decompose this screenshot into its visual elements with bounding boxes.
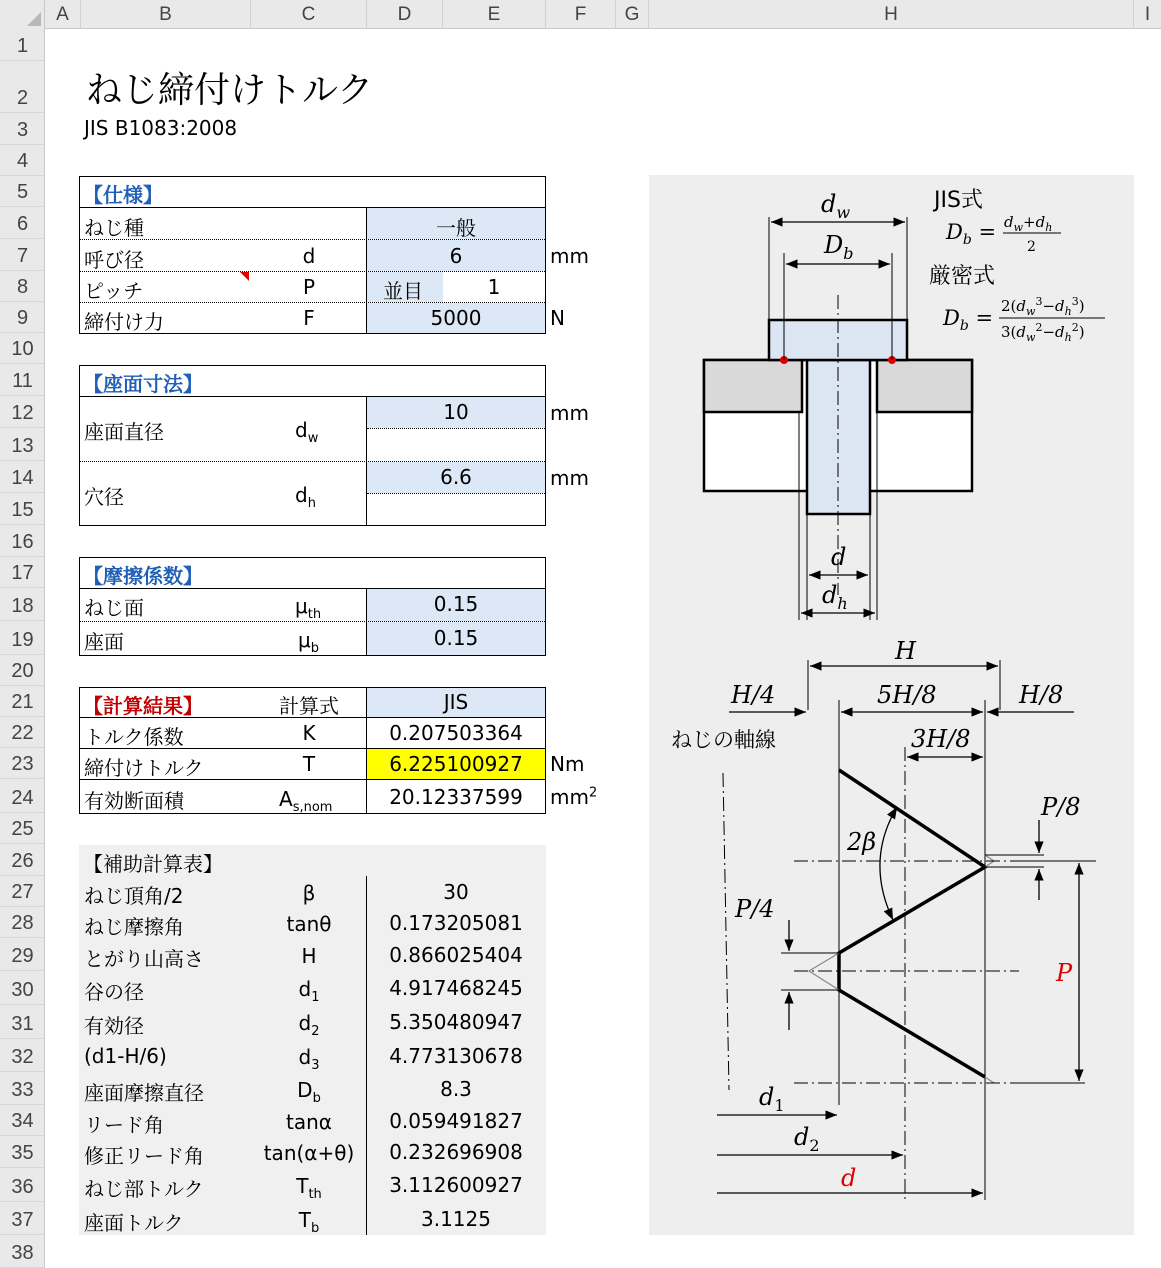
- formula-select[interactable]: JIS: [443, 690, 469, 714]
- H-dim-label: H: [895, 637, 916, 665]
- as-value: 20.12337599: [389, 785, 523, 809]
- dh-label: 穴径: [84, 485, 124, 509]
- aux-row-value: 4.773130678: [389, 1044, 523, 1068]
- row-header-31[interactable]: 31: [0, 1005, 45, 1039]
- aux-row-value: 3.112600927: [389, 1173, 523, 1197]
- d-major-dim-label: d: [841, 1164, 857, 1192]
- column-header-bar: [0, 0, 1161, 29]
- row-header-28[interactable]: 28: [0, 907, 45, 938]
- screw-diagram: [649, 175, 1134, 1235]
- as-symbol: $A_{s,nom}$: [279, 787, 333, 815]
- row-header-30[interactable]: 30: [0, 971, 45, 1005]
- aux-row-symbol: $d_3$: [298, 1045, 320, 1073]
- row-header-35[interactable]: 35: [0, 1136, 45, 1168]
- torque-symbol: T: [302, 752, 316, 776]
- d-dim-label: d: [831, 543, 847, 571]
- row-header-20[interactable]: 20: [0, 655, 45, 686]
- row-header-22[interactable]: 22: [0, 717, 45, 748]
- row-header-18[interactable]: 18: [0, 588, 45, 621]
- mu-th-symbol: $\mu_{th}$: [295, 594, 322, 622]
- row-header-37[interactable]: 37: [0, 1202, 45, 1235]
- row-header-17[interactable]: 17: [0, 557, 45, 588]
- divider: [80, 302, 545, 303]
- aux-row-value: 5.350480947: [389, 1010, 523, 1034]
- dw-label: 座面直径: [84, 420, 164, 444]
- force-label: 締付け力: [84, 310, 164, 334]
- column-header-h[interactable]: H: [649, 0, 1134, 29]
- strict-formula-label: 厳密式: [929, 264, 996, 289]
- aux-row-symbol: $d_1$: [298, 977, 320, 1005]
- aux-row-label: 有効径: [84, 1014, 144, 1038]
- aux-row-value: 0.866025404: [389, 943, 523, 967]
- force-unit: N: [550, 306, 565, 330]
- row-header-7[interactable]: 7: [0, 239, 45, 271]
- H4-dim-label: H/4: [731, 681, 776, 709]
- 5H8-dim-label: 5H/8: [877, 681, 937, 709]
- row-header-36[interactable]: 36: [0, 1168, 45, 1202]
- k-value: 0.207503364: [389, 721, 523, 745]
- page-title: ねじ締付けトルク: [86, 70, 374, 111]
- screw-type-label: ねじ種: [84, 216, 144, 240]
- row-header-27[interactable]: 27: [0, 876, 45, 907]
- formula-label: 計算式: [279, 694, 339, 718]
- d2-dim-label: $d_2$: [794, 1123, 820, 1155]
- aux-row-value: 8.3: [440, 1077, 472, 1101]
- row-header-24[interactable]: 24: [0, 779, 45, 813]
- column-header-a[interactable]: A: [45, 0, 81, 29]
- strict-formula: $D_b$ =: [943, 306, 994, 334]
- column-header-i[interactable]: I: [1144, 4, 1151, 25]
- row-header-3[interactable]: 3: [0, 113, 45, 145]
- column-header-g[interactable]: G: [616, 0, 649, 29]
- aux-row-value: 4.917468245: [389, 976, 523, 1000]
- d1-dim-label: $d_1$: [759, 1083, 785, 1115]
- row-header-38[interactable]: 38: [0, 1235, 45, 1268]
- pitch-type-select[interactable]: 並目: [383, 279, 423, 303]
- seat-header: 【座面寸法】: [83, 372, 203, 396]
- standard-label: JIS B1083:2008: [84, 116, 238, 140]
- dw-unit: mm: [550, 401, 589, 425]
- aux-row-symbol: tanα: [286, 1110, 332, 1134]
- 2beta-label: 2β: [847, 828, 877, 856]
- screw-type-select[interactable]: 一般: [436, 216, 476, 240]
- aux-row-label: 修正リード角: [84, 1144, 204, 1168]
- pitch-symbol: P: [302, 275, 316, 299]
- row-header-19[interactable]: 19: [0, 621, 45, 655]
- dh-input[interactable]: 6.6: [440, 465, 472, 489]
- row-header-13[interactable]: 13: [0, 428, 45, 461]
- divider: [367, 493, 545, 494]
- torque-unit: Nm: [550, 752, 585, 776]
- aux-row-label: 谷の径: [84, 980, 144, 1004]
- Db-dim-label: $D_b$: [824, 231, 854, 263]
- row-header-23[interactable]: 23: [0, 748, 45, 779]
- row-header-12[interactable]: 12: [0, 396, 45, 428]
- axis-label: ねじの軸線: [671, 728, 776, 752]
- aux-row-symbol: tanθ: [286, 912, 332, 936]
- as-label: 有効断面積: [84, 789, 184, 813]
- row-header-32[interactable]: 32: [0, 1039, 45, 1072]
- divider: [367, 428, 545, 429]
- aux-row-symbol: $T_{th}$: [296, 1174, 322, 1202]
- mu-th-input[interactable]: 0.15: [433, 592, 479, 616]
- column-header-b[interactable]: B: [81, 0, 251, 29]
- aux-row-symbol: $T_b$: [298, 1208, 320, 1236]
- comment-indicator[interactable]: [240, 272, 249, 281]
- aux-row-value: 3.1125: [421, 1207, 491, 1231]
- row-header-8[interactable]: 8: [0, 271, 45, 302]
- divider: [80, 271, 545, 272]
- jis-formula-num: $d_w+d_h$: [1004, 213, 1053, 234]
- torque-label: 締付けトルク: [84, 756, 204, 780]
- dw-dim-label: $d_w$: [821, 190, 851, 222]
- row-header-26[interactable]: 26: [0, 844, 45, 876]
- aux-row-value: 30: [443, 880, 469, 904]
- H8-dim-label: H/8: [1019, 681, 1064, 709]
- row-header-10[interactable]: 10: [0, 333, 45, 364]
- plate-right: [877, 360, 972, 412]
- aux-row-symbol: $d_2$: [298, 1011, 320, 1039]
- column-header-f[interactable]: F: [546, 0, 616, 29]
- P8-dim-label: P/8: [1041, 793, 1081, 821]
- P4-dim-label: P/4: [735, 895, 775, 923]
- aux-row-symbol: H: [301, 944, 317, 968]
- nominal-symbol: d: [302, 244, 316, 268]
- mu-th-label: ねじ面: [84, 596, 144, 620]
- svg-text:2: 2: [1027, 239, 1036, 255]
- plate-left: [704, 360, 802, 412]
- friction-header: 【摩擦係数】: [83, 564, 203, 588]
- nominal-label: 呼び径: [84, 248, 144, 272]
- strict-formula-num: $2(d_w^3-d_h^3)$: [1001, 295, 1085, 318]
- row-header-2[interactable]: 2: [0, 61, 45, 113]
- row-header-34[interactable]: 34: [0, 1105, 45, 1136]
- torque-value: 6.225100927: [389, 752, 523, 776]
- k-symbol: K: [302, 721, 316, 745]
- aux-row-label: リード角: [84, 1113, 164, 1137]
- select-all-corner[interactable]: [0, 0, 45, 29]
- force-symbol: F: [303, 306, 315, 330]
- spec-header: 【仕様】: [83, 183, 163, 207]
- row-header-6[interactable]: 6: [0, 207, 45, 239]
- aux-row-value: 0.232696908: [389, 1140, 523, 1164]
- column-header-d[interactable]: D: [367, 0, 443, 29]
- jis-formula-label: JIS式: [934, 188, 983, 213]
- dw-input[interactable]: 10: [443, 400, 469, 424]
- row-header-11[interactable]: 11: [0, 364, 45, 396]
- aux-row-label: 座面トルク: [84, 1211, 184, 1235]
- dh-unit: mm: [550, 466, 589, 490]
- dh-dim-label: $d_h$: [822, 581, 848, 613]
- divider: [80, 461, 545, 462]
- aux-row-label: ねじ頂角/2: [84, 884, 184, 908]
- dw-symbol: $d_w$: [295, 418, 319, 446]
- aux-row-label: ねじ部トルク: [84, 1177, 204, 1201]
- row-header-14[interactable]: 14: [0, 461, 45, 493]
- mu-b-label: 座面: [84, 630, 124, 654]
- aux-row-label: ねじ摩擦角: [84, 915, 184, 939]
- thread-profile: [839, 770, 985, 1077]
- column-header-e[interactable]: E: [443, 0, 546, 29]
- row-header-15[interactable]: 15: [0, 493, 45, 525]
- aux-row-label: 座面摩擦直径: [84, 1081, 204, 1105]
- row-header-5[interactable]: 5: [0, 176, 45, 207]
- nominal-unit: mm: [550, 244, 589, 268]
- aux-row-value: 0.173205081: [389, 911, 523, 935]
- row-header-4[interactable]: 4: [0, 145, 45, 176]
- pitch-label: ピッチ: [84, 279, 144, 303]
- jis-formula: $D_b$ =: [946, 220, 997, 248]
- P-dim-label: P: [1056, 959, 1073, 987]
- aux-row-label: (d1-H/6): [84, 1044, 167, 1068]
- as-unit: $mm^2$: [550, 785, 598, 809]
- row-header-1[interactable]: 1: [0, 29, 45, 61]
- aux-row-value: 0.059491827: [389, 1109, 523, 1133]
- column-header-c[interactable]: C: [251, 0, 367, 29]
- row-header-21[interactable]: 21: [0, 686, 45, 717]
- dh-symbol: $d_h$: [295, 483, 316, 511]
- 3H8-dim-label: 3H/8: [911, 725, 971, 753]
- mu-b-symbol: $\mu_b$: [298, 628, 319, 656]
- aux-row-label: とがり山高さ: [84, 947, 204, 971]
- row-header-29[interactable]: 29: [0, 938, 45, 971]
- aux-row-symbol: $D_b$: [297, 1078, 321, 1106]
- row-header-25[interactable]: 25: [0, 813, 45, 844]
- nominal-input[interactable]: 6: [449, 244, 463, 268]
- force-input[interactable]: 5000: [430, 306, 482, 330]
- k-label: トルク係数: [84, 725, 184, 749]
- row-header-33[interactable]: 33: [0, 1072, 45, 1105]
- mu-b-input[interactable]: 0.15: [433, 626, 479, 650]
- result-header: 【計算結果】: [83, 694, 203, 718]
- row-header-16[interactable]: 16: [0, 525, 45, 557]
- aux-header: 【補助計算表】: [83, 852, 223, 876]
- aux-row-symbol: β: [302, 881, 316, 905]
- diagram-svg: [649, 175, 1134, 1235]
- strict-formula-den: $3(d_w^2-d_h^2)$: [1001, 321, 1085, 344]
- row-header-9[interactable]: 9: [0, 302, 45, 333]
- pitch-value: 1: [487, 275, 501, 299]
- aux-row-symbol: tan(α+θ): [263, 1141, 355, 1165]
